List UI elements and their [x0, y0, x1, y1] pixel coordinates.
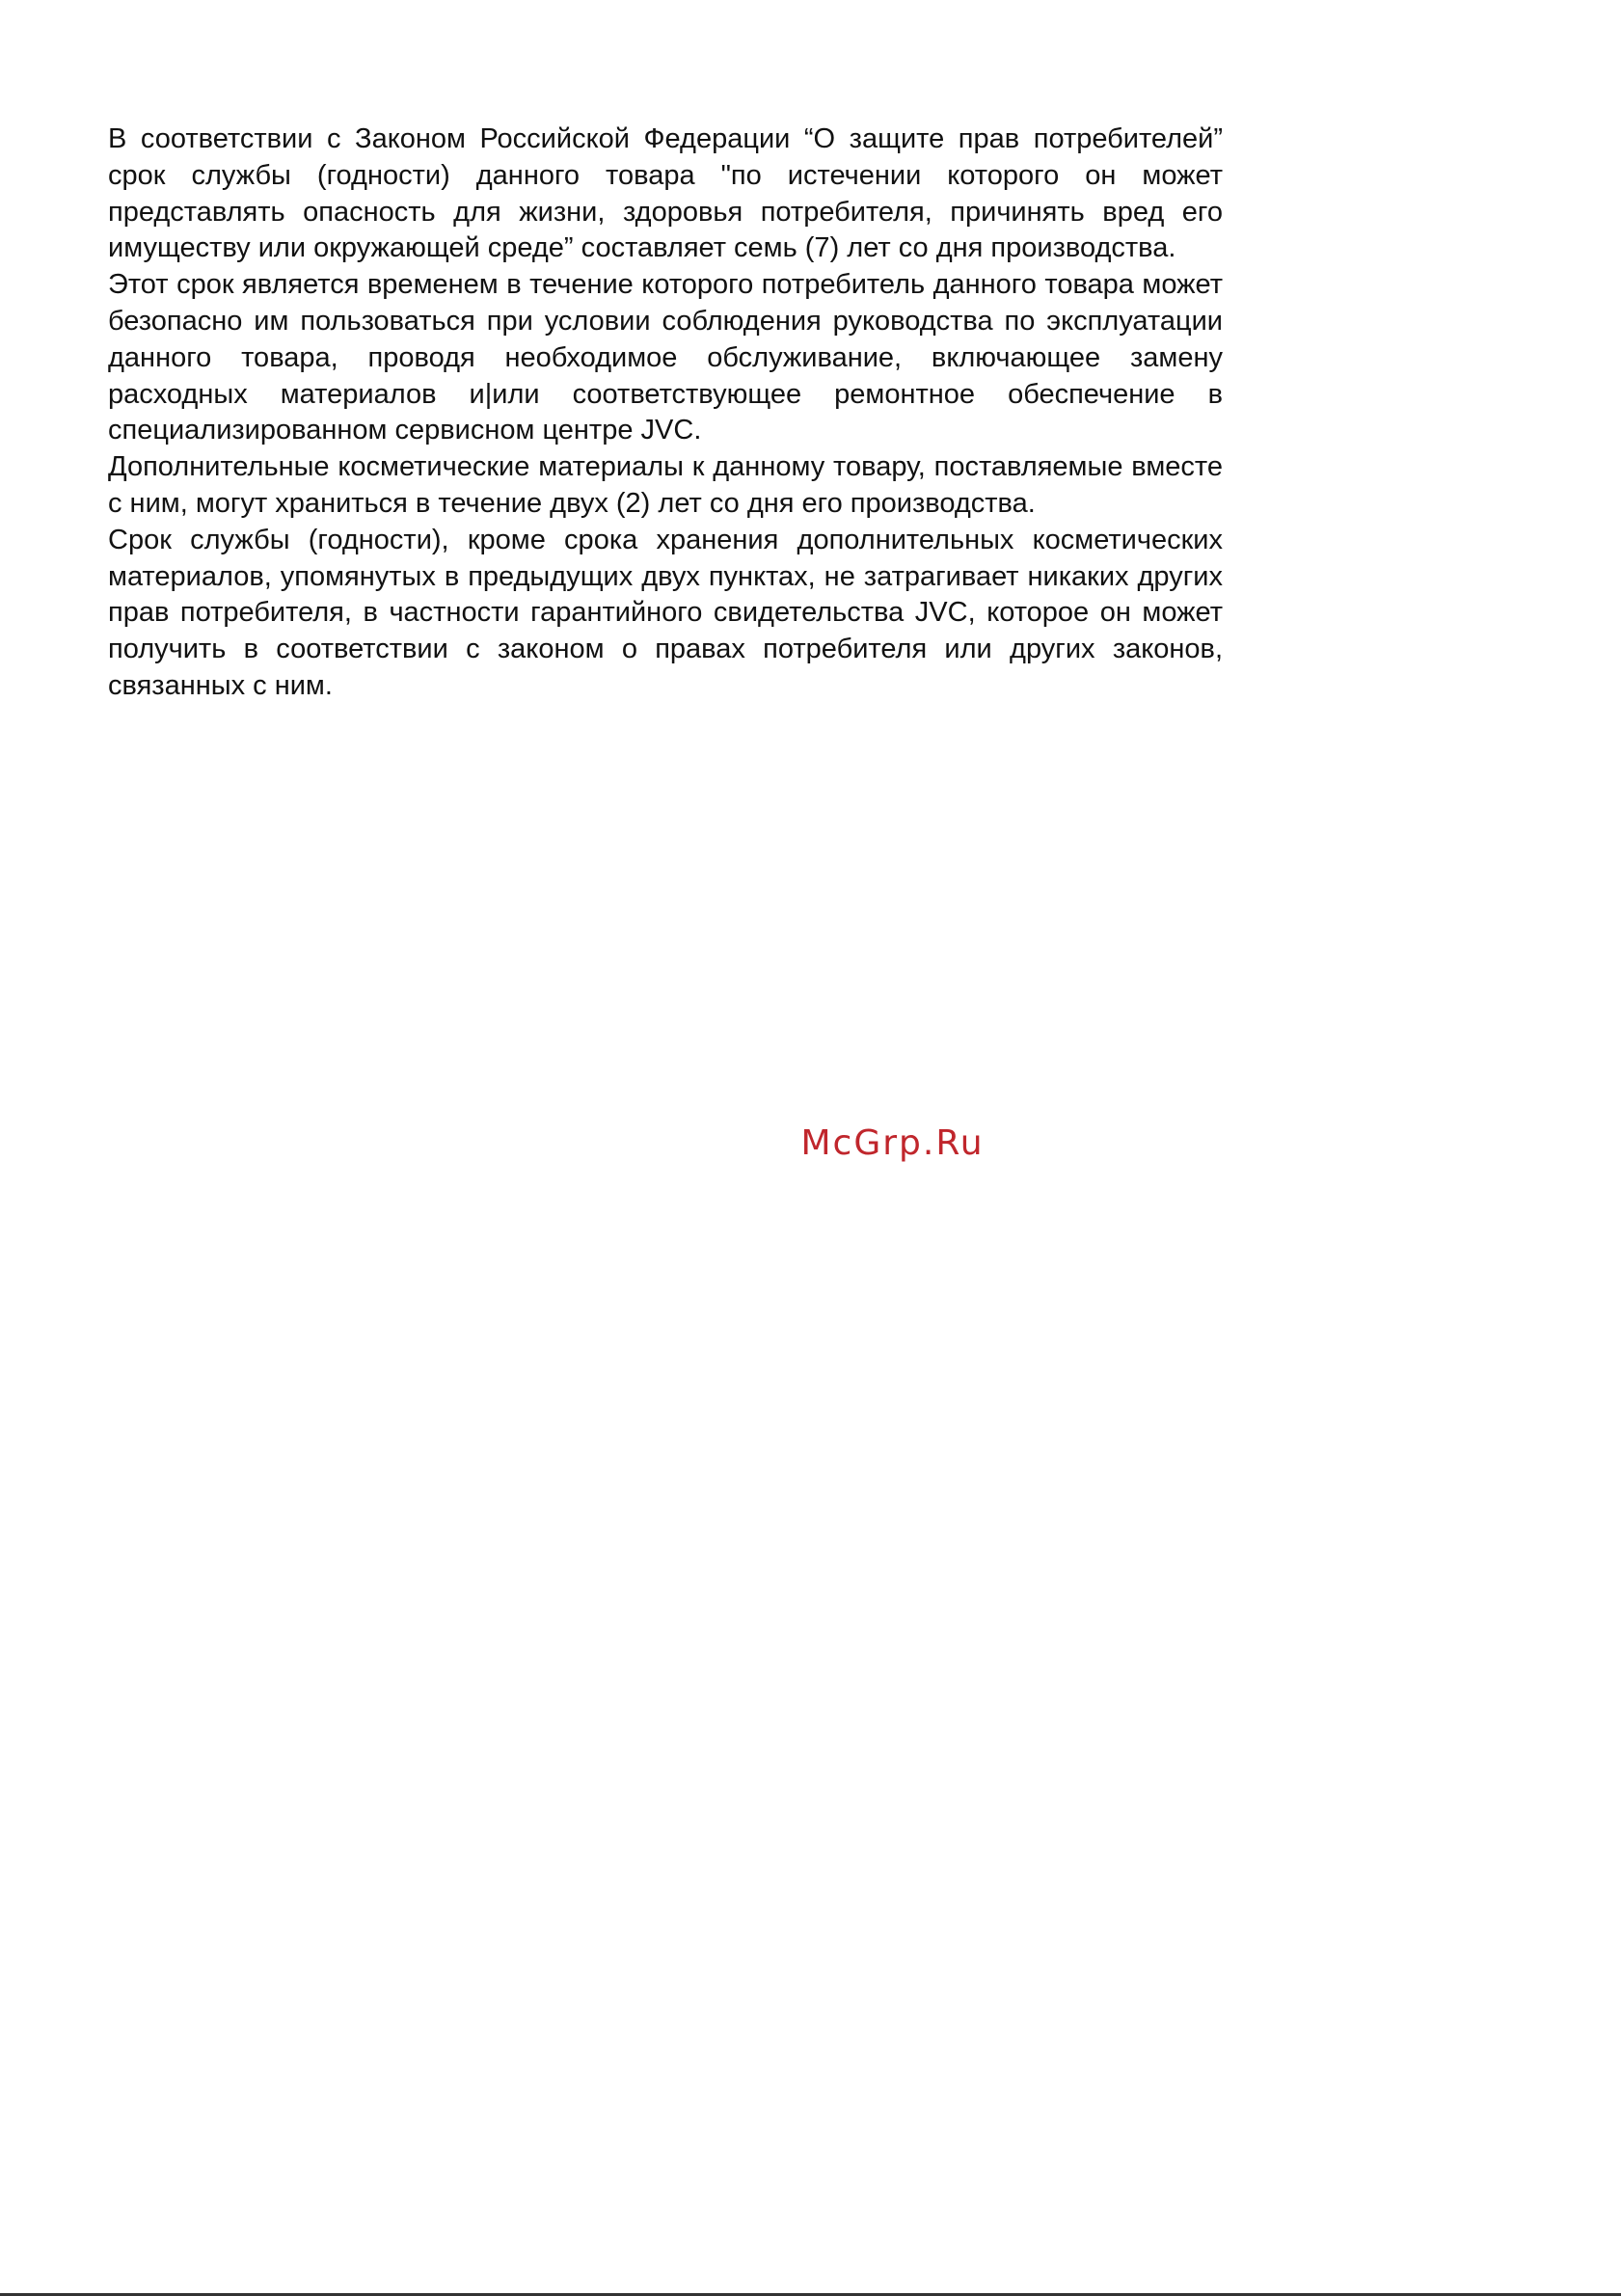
paragraph-other-rights: Срок службы (годности), кроме срока хранения дополнительных косметических материалов, упомянутых в предыдущих двух пунктах, не затрагивает никаких других прав потребителя, в частности гарантийного свидетельства JVC, которое он может получить в соответствии с законом о правах потребителя или других законов, связанных с ним.: [108, 524, 1223, 701]
watermark-text: McGrp.Ru: [800, 1123, 985, 1163]
paragraph-safe-use: Этот срок является временем в течение которого потребитель данного товара может безопасно им пользоваться при условии соблюдения руководства по эксплуатации данного товара, проводя необходимое обслуживание, включающее замену расходных материалов и|или соответствующее ремонтное обеспечение в специализированном сервисном центре JVC.: [108, 269, 1223, 446]
consumer-rights-text: [108, 122, 1223, 705]
paragraph-cosmetic-materials: Дополнительные косметические материалы к данному товару, поставляемые вместе с ним, могут храниться в течение двух (2) лет со дня его производства.: [108, 451, 1223, 519]
paragraph-service-life: В соответствии с Законом Российской Федерации “О защите прав потребителей” срок службы (годности) данного товара "по истечении которого он может представлять опасность для жизни, здоровья потребителя, причинять вред его имуществу или окружающей среде” составляет семь (7) лет со дня производства.: [108, 123, 1223, 264]
